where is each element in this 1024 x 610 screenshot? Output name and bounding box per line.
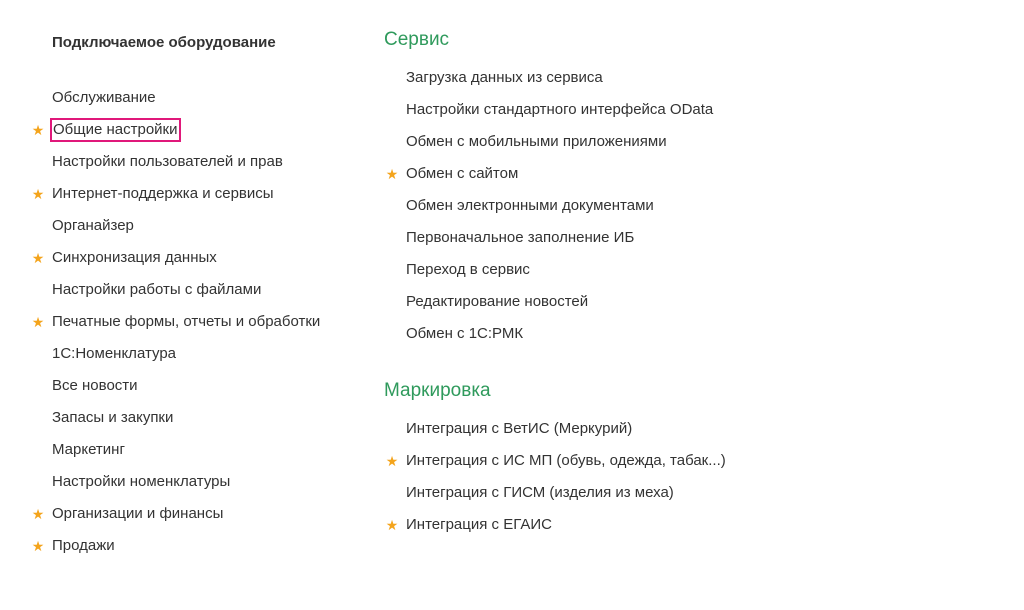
left-item-14[interactable] [30, 530, 320, 562]
star-icon[interactable]: ★ [31, 250, 45, 266]
service-list [384, 62, 713, 350]
item-label: Маркетинг [52, 441, 125, 458]
left-item-0[interactable] [30, 82, 320, 114]
star-icon[interactable]: ★ [385, 453, 399, 469]
left-section-title[interactable]: Подключаемое оборудование [52, 34, 276, 51]
item-label: Настройки пользователей и прав [52, 153, 283, 170]
left-item-13[interactable] [30, 498, 320, 530]
item-label: Обмен с 1С:РМК [406, 325, 524, 342]
marking-item-3[interactable] [384, 509, 726, 541]
star-icon[interactable]: ★ [385, 517, 399, 533]
item-label: Обмен с сайтом [406, 165, 519, 182]
item-label: Интеграция с ГИСМ (изделия из меха) [406, 484, 674, 501]
item-label: Настройки работы с файлами [52, 281, 262, 298]
service-item-8[interactable] [384, 318, 713, 350]
item-label: Загрузка данных из сервиса [406, 69, 603, 86]
service-item-1[interactable] [384, 94, 713, 126]
left-item-6[interactable] [30, 274, 320, 306]
left-item-2[interactable] [30, 146, 320, 178]
item-label: Организации и финансы [52, 505, 224, 522]
item-label: Запасы и закупки [52, 409, 174, 426]
left-item-10[interactable] [30, 402, 320, 434]
item-label: Интернет-поддержка и сервисы [52, 185, 274, 202]
marking-item-1[interactable] [384, 445, 726, 477]
left-list [30, 82, 320, 562]
service-item-7[interactable] [384, 286, 713, 318]
item-label: Переход в сервис [406, 261, 530, 278]
left-item-8[interactable] [30, 338, 320, 370]
service-item-3[interactable] [384, 158, 713, 190]
left-item-1[interactable] [30, 114, 320, 146]
left-item-3[interactable] [30, 178, 320, 210]
star-icon[interactable]: ★ [385, 166, 399, 182]
service-item-2[interactable] [384, 126, 713, 158]
left-item-4[interactable] [30, 210, 320, 242]
item-label: Редактирование новостей [406, 293, 589, 310]
service-section-title: Сервис [384, 29, 450, 50]
star-icon[interactable]: ★ [31, 186, 45, 202]
star-icon[interactable]: ★ [31, 314, 45, 330]
item-label: Обслуживание [52, 89, 156, 106]
item-label: Продажи [52, 537, 115, 554]
star-icon[interactable]: ★ [31, 122, 45, 138]
item-label: Синхронизация данных [52, 249, 217, 266]
star-icon[interactable]: ★ [31, 506, 45, 522]
service-item-0[interactable] [384, 62, 713, 94]
marking-item-2[interactable] [384, 477, 726, 509]
left-item-7[interactable] [30, 306, 320, 338]
marking-list [384, 413, 726, 541]
service-item-6[interactable] [384, 254, 713, 286]
left-item-5[interactable] [30, 242, 320, 274]
item-label: Органайзер [52, 217, 134, 234]
marking-item-0[interactable] [384, 413, 726, 445]
item-label: Общие настройки [53, 121, 178, 138]
item-label: Обмен с мобильными приложениями [406, 133, 667, 150]
item-label: Обмен электронными документами [406, 197, 654, 214]
item-label: Настройки стандартного интерфейса OData [406, 101, 714, 118]
left-item-12[interactable] [30, 466, 320, 498]
service-item-5[interactable] [384, 222, 713, 254]
item-label: Все новости [52, 377, 138, 394]
left-item-11[interactable] [30, 434, 320, 466]
marking-section-title: Маркировка [384, 380, 491, 401]
item-label: 1С:Номенклатура [52, 345, 177, 362]
star-icon[interactable]: ★ [31, 538, 45, 554]
item-label: Интеграция с ЕГАИС [406, 516, 552, 533]
item-label: Первоначальное заполнение ИБ [406, 229, 635, 246]
service-item-4[interactable] [384, 190, 713, 222]
item-label: Интеграция с ВетИС (Меркурий) [406, 420, 633, 437]
item-label: Настройки номенклатуры [52, 473, 231, 490]
item-label: Печатные формы, отчеты и обработки [52, 313, 321, 330]
item-label: Интеграция с ИС МП (обувь, одежда, табак...) [406, 452, 726, 469]
left-item-9[interactable] [30, 370, 320, 402]
